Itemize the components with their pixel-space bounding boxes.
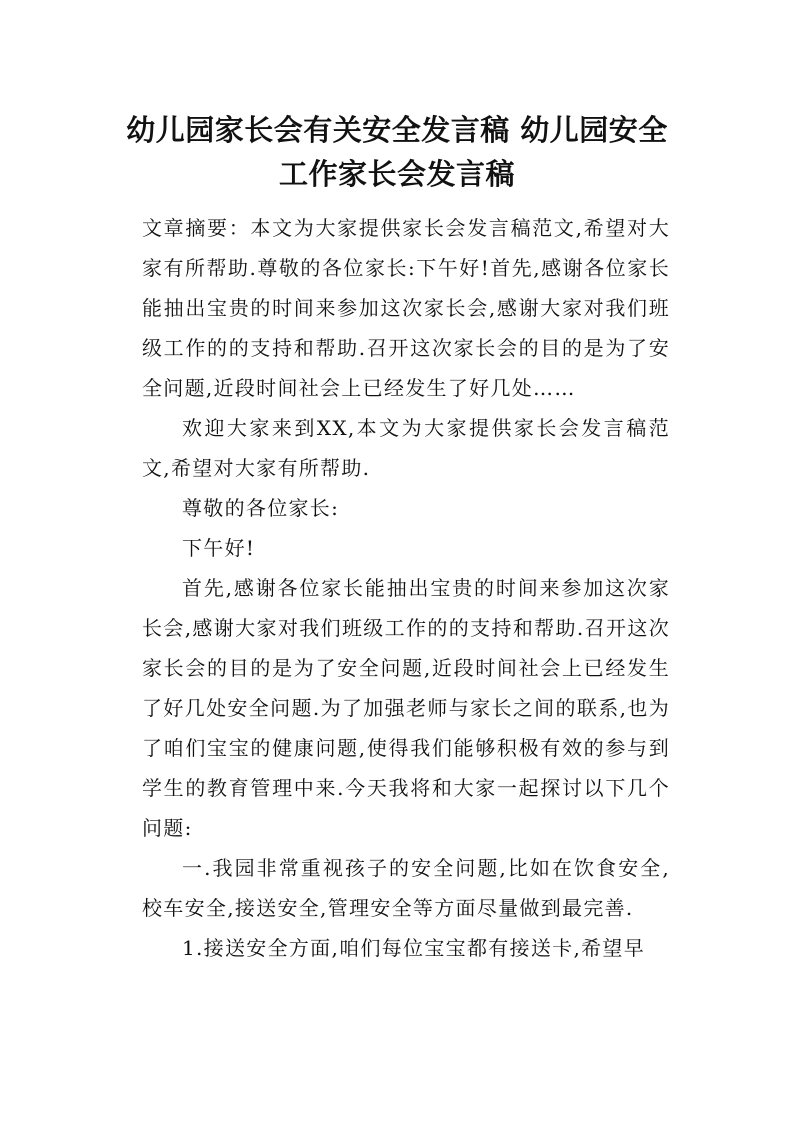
document-title: 幼儿园家长会有关安全发言稿 幼儿园安全工作家长会发言稿	[126, 113, 668, 191]
body-paragraph: 1.接送安全方面,咱们每位宝宝都有接送卡,希望早	[182, 936, 645, 960]
greeting: 下午好!	[182, 536, 256, 560]
body-paragraph: 首先,感谢各位家长能抽出宝贵的时间来参加这次家长会,感谢大家对我们班级工作的的支持和帮助.召开这次家长会的目的是为了安全问题,近段时间社会上已经发生了好几处安全问题.为了加强老师与家长之间的联系,也为了咱们宝宝的健康问题,使得我们能够积极有效的参与到学生的教育管理中来.今天我将和大家一起探讨以下几个问题:	[142, 576, 670, 840]
body-paragraph: 一.我园非常重视孩子的安全问题,比如在饮食安全,校车安全,接送安全,管理安全等方面尽量做到最完善.	[142, 856, 670, 920]
abstract-paragraph: 文章摘要：本文为大家提供家长会发言稿范文,希望对大家有所帮助.尊敬的各位家长:下午好!首先,感谢各位家长能抽出宝贵的时间来参加这次家长会,感谢大家对我们班级工作的的支持和帮助.召开这次家长会的目的是为了安全问题,近段时间社会上已经发生了好几处……	[142, 216, 670, 400]
salutation: 尊敬的各位家长:	[182, 496, 340, 520]
document-body	[142, 208, 670, 968]
body-paragraph: 欢迎大家来到XX,本文为大家提供家长会发言稿范文,希望对大家有所帮助.	[142, 416, 670, 480]
